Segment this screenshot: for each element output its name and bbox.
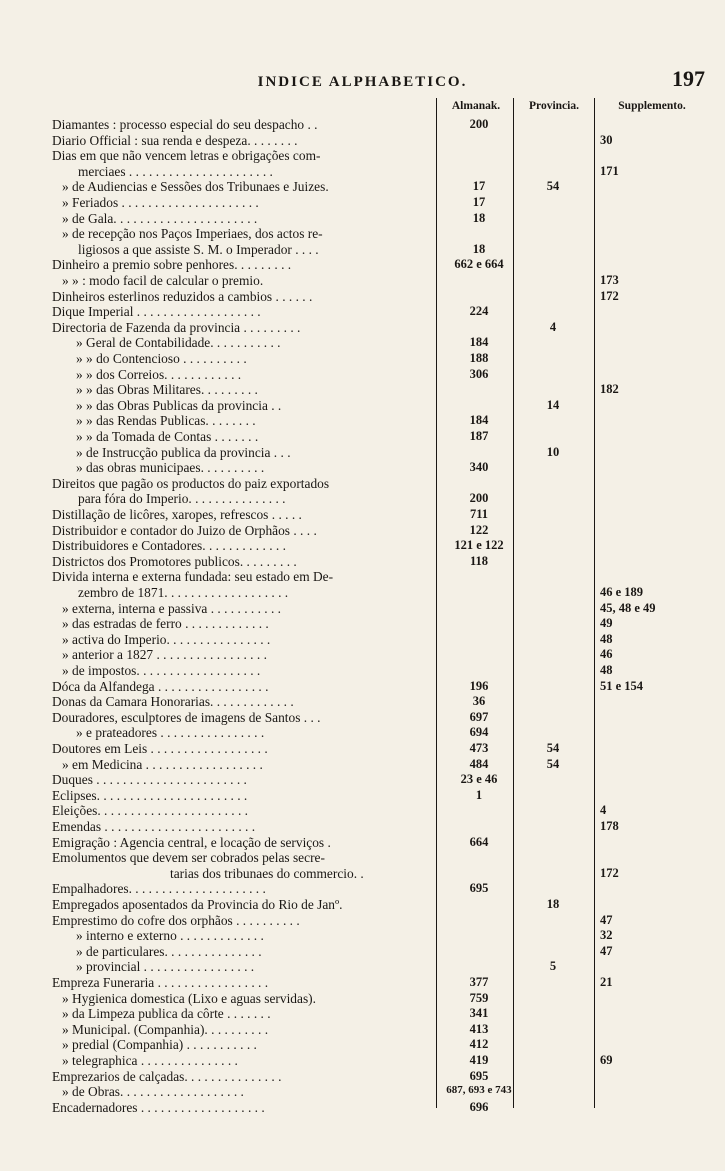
index-entry xyxy=(0,928,725,944)
entry-term: Dóca da Alfandega . . . . . . . . . . . . . . . . . xyxy=(52,678,269,694)
index-entry xyxy=(0,959,725,975)
index-entry xyxy=(0,351,725,367)
page-number: 197 xyxy=(672,66,705,91)
entry-page-almanak: 188 xyxy=(469,351,489,365)
entry-term: Donas da Camara Honorarias. . . . . . . . . . . . . xyxy=(52,694,294,710)
entry-page-supplemento: 46 xyxy=(600,647,613,662)
entry-page-almanak: 695 xyxy=(469,881,489,896)
entry-term: Encadernadores . . . . . . . . . . . . . . . . . . . xyxy=(52,1099,265,1115)
index-entry xyxy=(0,226,725,242)
entry-term: para fóra do Imperio. . . . . . . . . . . . . . . xyxy=(78,491,286,507)
entry-term: » anterior a 1827 . . . . . . . . . . . . . . . . . xyxy=(62,647,267,663)
entry-term: Distribuidor e contador do Juizo de Orphãos . . . . xyxy=(52,522,317,538)
index-entry xyxy=(0,429,725,445)
entry-page-supplemento: 46 e 189 xyxy=(600,585,644,599)
entry-page-provincia: 5 xyxy=(549,959,557,974)
entry-page-almanak: 118 xyxy=(469,553,489,568)
index-entry xyxy=(0,897,725,913)
entry-page-almanak: 36 xyxy=(472,694,486,709)
entry-page-almanak: 759 xyxy=(469,990,489,1005)
entry-term: » e prateadores . . . . . . . . . . . . . . . . xyxy=(76,725,265,741)
entry-term: » » da Tomada de Contas . . . . . . . xyxy=(76,429,259,444)
entry-term: » de Audiencias e Sessões dos Tribunaes e Juizes. xyxy=(62,179,329,195)
entry-page-almanak: 184 xyxy=(469,413,489,428)
entry-page-almanak: 196 xyxy=(469,678,489,693)
index-entry xyxy=(0,133,725,149)
entry-term: » da Limpeza publica da côrte . . . . . . . xyxy=(62,1006,271,1022)
entry-term: » externa, interna e passiva . . . . . . . . . . . xyxy=(62,600,282,616)
entry-page-almanak: 18 xyxy=(472,241,486,256)
entry-term: » predial (Companhia) . . . . . . . . . . . xyxy=(62,1037,257,1053)
entry-page-supplemento: 49 xyxy=(600,616,613,631)
column-header-provincia: Provincia. xyxy=(529,100,579,112)
index-entry xyxy=(0,554,725,570)
index-entry xyxy=(0,647,725,663)
entry-page-almanak: 340 xyxy=(469,460,489,475)
index-entry xyxy=(0,725,725,741)
entry-term: Doutores em Leis . . . . . . . . . . . . . . . . . . xyxy=(52,741,268,756)
entry-term: » interno e externo . . . . . . . . . . . . . xyxy=(76,928,264,944)
entry-page-almanak: 18 xyxy=(472,210,486,225)
entry-term: Douradores, esculptores de imagens de Santos . . . xyxy=(52,709,321,725)
entry-page-almanak: 17 xyxy=(472,179,486,194)
entry-page-provincia: 54 xyxy=(546,756,560,771)
index-entry xyxy=(0,710,725,726)
entry-page-almanak: 473 xyxy=(469,741,489,755)
entry-term: Emendas . . . . . . . . . . . . . . . . . . . . . . . xyxy=(52,819,256,834)
entry-term: Emprestimo do cofre dos orphãos . . . . . . . . . . xyxy=(52,912,300,928)
entry-page-almanak: 122 xyxy=(469,522,489,537)
entry-page-almanak: 697 xyxy=(469,709,489,724)
entry-term: » Hygienica domestica (Lixo e aguas servidas). xyxy=(62,990,316,1006)
entry-page-almanak: 306 xyxy=(469,366,489,381)
entry-page-almanak: 711 xyxy=(469,507,489,521)
index-entry xyxy=(0,866,725,882)
index-entry xyxy=(0,242,725,258)
index-entry xyxy=(0,320,725,336)
entry-term: » de impostos. . . . . . . . . . . . . . . . . . . xyxy=(62,663,261,678)
entry-term: Duques . . . . . . . . . . . . . . . . . . . . . . . xyxy=(52,772,247,788)
index-entry xyxy=(0,616,725,632)
index-entry xyxy=(0,991,725,1007)
entry-term: » » : modo facil de calcular o premio. xyxy=(62,273,264,288)
index-entry xyxy=(0,694,725,710)
index-entry xyxy=(0,491,725,507)
index-entry xyxy=(0,803,725,819)
entry-page-almanak: 694 xyxy=(469,725,489,740)
index-entry xyxy=(0,757,725,773)
entry-term: Diario Official : sua renda e despeza. . . . . . . . xyxy=(52,132,298,148)
column-header-almanak: Almanak. xyxy=(451,100,501,112)
index-entry xyxy=(0,944,725,960)
entry-page-supplemento: 171 xyxy=(600,163,619,178)
entry-term: tarias dos tribunaes do commercio. . xyxy=(170,865,364,881)
entry-term: » » dos Correios. . . . . . . . . . . . xyxy=(76,366,242,382)
index-entry xyxy=(0,507,725,523)
entry-term: » de recepção nos Paços Imperiaes, dos actos re- xyxy=(62,226,323,242)
entry-page-almanak: 121 e 122 xyxy=(454,538,504,553)
entry-page-almanak: 200 xyxy=(469,491,489,506)
entry-page-almanak: 23 e 46 xyxy=(460,772,498,787)
index-entry xyxy=(0,1053,725,1069)
index-entry xyxy=(0,211,725,227)
entry-page-supplemento: 173 xyxy=(600,273,619,287)
entry-page-almanak: 184 xyxy=(469,335,489,350)
index-entry xyxy=(0,538,725,554)
entry-term: Districtos dos Promotores publicos. . . . . . . . . xyxy=(52,553,297,569)
entry-term: Empalhadores. . . . . . . . . . . . . . . . . . . . . xyxy=(52,881,266,897)
entry-term: merciaes . . . . . . . . . . . . . . . . . . . . . . xyxy=(78,163,273,179)
index-entry xyxy=(0,257,725,273)
entry-term: Dique Imperial . . . . . . . . . . . . . . . . . . . xyxy=(52,304,261,320)
index-entry xyxy=(0,819,725,835)
index-entry xyxy=(0,1022,725,1038)
entry-page-provincia: 54 xyxy=(546,179,560,194)
entry-page-almanak: 696 xyxy=(469,1099,489,1114)
entry-page-provincia: 10 xyxy=(546,444,560,459)
entry-page-supplemento: 32 xyxy=(600,928,613,943)
index-entry xyxy=(0,164,725,180)
entry-term: Distillação de licôres, xaropes, refrescos . . . . . xyxy=(52,507,302,522)
entry-term: » em Medicina . . . . . . . . . . . . . . . . . . xyxy=(62,756,263,772)
index-entry xyxy=(0,195,725,211)
entry-term: » de particulares. . . . . . . . . . . . . . . xyxy=(76,943,262,959)
entry-page-almanak: 377 xyxy=(469,975,489,989)
entry-page-supplemento: 30 xyxy=(600,132,613,147)
index-entry xyxy=(0,881,725,897)
index-entry xyxy=(0,1037,725,1053)
entry-term: » » das Rendas Publicas. . . . . . . . xyxy=(76,413,256,429)
index-entry xyxy=(0,569,725,585)
entry-term: » » do Contencioso . . . . . . . . . . xyxy=(76,351,247,366)
entry-page-almanak: 224 xyxy=(469,304,489,319)
entry-term: Emigração : Agencia central, e locação de serviços . xyxy=(52,834,331,850)
entry-term: Emolumentos que devem ser cobrados pelas secre- xyxy=(52,850,325,866)
index-entry xyxy=(0,1006,725,1022)
entry-page-almanak: 187 xyxy=(469,429,489,443)
entry-term: Eleições. . . . . . . . . . . . . . . . . . . . . . . xyxy=(52,803,249,819)
entry-page-supplemento: 172 xyxy=(600,288,619,303)
entry-page-supplemento: 45, 48 e 49 xyxy=(600,600,656,615)
entry-page-almanak: 200 xyxy=(469,117,489,131)
entry-term: ligiosos a que assiste S. M. o Imperador . . . . xyxy=(78,241,319,257)
index-entry xyxy=(0,179,725,195)
entry-page-supplemento: 47 xyxy=(600,943,613,958)
entry-term: Dias em que não vencem letras e obrigações com- xyxy=(52,148,321,164)
entry-page-supplemento: 48 xyxy=(600,631,613,646)
column-header-supplemento: Supplemento. xyxy=(618,100,686,112)
entry-term: zembro de 1871. . . . . . . . . . . . . . . . . . . xyxy=(78,585,289,600)
index-entry xyxy=(0,788,725,804)
entry-page-supplemento: 21 xyxy=(600,975,613,989)
entry-term: » das estradas de ferro . . . . . . . . . . . . . xyxy=(62,616,269,632)
entry-page-supplemento: 178 xyxy=(600,819,619,833)
entry-page-provincia: 14 xyxy=(546,397,560,412)
entry-page-supplemento: 182 xyxy=(600,382,619,397)
entry-page-supplemento: 172 xyxy=(600,865,619,880)
entry-page-almanak: 341 xyxy=(469,1006,489,1021)
index-entry xyxy=(0,975,725,991)
index-entry xyxy=(0,117,725,133)
entry-term: » de Obras. . . . . . . . . . . . . . . . . . . xyxy=(62,1084,244,1100)
index-entry xyxy=(0,523,725,539)
entry-term: Diamantes : processo especial do seu despacho . . xyxy=(52,117,318,132)
index-entry xyxy=(0,632,725,648)
entry-page-almanak: 419 xyxy=(469,1053,489,1067)
entry-page-supplemento: 51 e 154 xyxy=(600,678,644,693)
entry-term: » de Gala. . . . . . . . . . . . . . . . . . . . . . xyxy=(62,210,258,226)
index-entry xyxy=(0,601,725,617)
entry-page-provincia: 4 xyxy=(549,319,557,334)
index-entry xyxy=(0,413,725,429)
index-entry xyxy=(0,850,725,866)
index-entry xyxy=(0,460,725,476)
entry-term: » de Instrucção publica da provincia . . . xyxy=(76,444,291,460)
index-entry xyxy=(0,289,725,305)
entry-page-supplemento: 69 xyxy=(600,1053,613,1067)
entry-page-supplemento: 48 xyxy=(600,663,613,677)
entry-page-provincia: 54 xyxy=(546,741,560,755)
entry-term: Dinheiros esterlinos reduzidos a cambios . . . . . . xyxy=(52,288,313,304)
index-entry xyxy=(0,772,725,788)
entry-term: Emprezarios de calçadas. . . . . . . . . . . . . . . xyxy=(52,1068,282,1084)
index-entry xyxy=(0,335,725,351)
entry-term: » » das Obras Militares. . . . . . . . . xyxy=(76,382,258,398)
index-entry xyxy=(0,835,725,851)
index-entry xyxy=(0,476,725,492)
entry-page-almanak: 484 xyxy=(469,756,489,771)
entry-page-almanak: 412 xyxy=(469,1037,489,1052)
index-entry xyxy=(0,445,725,461)
entry-page-almanak: 687, 693 e 743 xyxy=(446,1084,512,1097)
entry-term: Distribuidores e Contadores. . . . . . . . . . . . . xyxy=(52,538,286,554)
entry-term: » provincial . . . . . . . . . . . . . . . . . xyxy=(76,959,255,975)
index-entry xyxy=(0,148,725,164)
index-entry xyxy=(0,382,725,398)
entry-term: Empreza Funeraria . . . . . . . . . . . . . . . . . xyxy=(52,975,269,990)
index-entry xyxy=(0,367,725,383)
entry-page-provincia: 18 xyxy=(546,897,560,911)
entry-page-supplemento: 47 xyxy=(600,912,613,927)
entry-page-supplemento: 4 xyxy=(600,803,607,818)
index-entry xyxy=(0,913,725,929)
index-entry xyxy=(0,273,725,289)
entry-page-almanak: 664 xyxy=(469,834,489,849)
entry-term: » activa do Imperio. . . . . . . . . . . . . . . . xyxy=(62,631,271,647)
index-entry xyxy=(0,663,725,679)
index-entry xyxy=(0,398,725,414)
entry-term: Directoria de Fazenda da provincia . . . . . . . . . xyxy=(52,319,301,335)
entry-page-almanak: 1 xyxy=(475,787,483,802)
index-entry xyxy=(0,1084,725,1100)
entry-term: » Municipal. (Companhia). . . . . . . . . . xyxy=(62,1021,269,1037)
entry-page-almanak: 413 xyxy=(469,1021,489,1036)
entry-term: Empregados aposentados da Provincia do Rio de Janº. xyxy=(52,897,343,912)
entry-term: » » das Obras Publicas da provincia . . xyxy=(76,397,282,413)
index-entry xyxy=(0,585,725,601)
entry-term: Dinheiro a premio sobre penhores. . . . . . . . . xyxy=(52,257,292,273)
entry-term: » Feriados . . . . . . . . . . . . . . . . . . . . . xyxy=(62,195,259,210)
entry-page-almanak: 662 e 664 xyxy=(454,257,504,272)
entry-term: Eclipses. . . . . . . . . . . . . . . . . . . . . . . xyxy=(52,787,248,803)
entry-page-almanak: 695 xyxy=(469,1068,489,1083)
entry-page-almanak: 17 xyxy=(472,195,486,209)
page-title: INDICE ALPHABETICO. xyxy=(257,74,468,90)
index-entry xyxy=(0,304,725,320)
entry-term: Divida interna e externa fundada: seu estado em De- xyxy=(52,569,334,585)
entry-term: » telegraphica . . . . . . . . . . . . . . . xyxy=(62,1053,238,1068)
entry-term: » Geral de Contabilidade. . . . . . . . . . . xyxy=(76,335,281,351)
entry-term: » das obras municipaes. . . . . . . . . . xyxy=(76,460,265,476)
index-entry xyxy=(0,679,725,695)
index-entry xyxy=(0,741,725,757)
index-entry xyxy=(0,1069,725,1085)
entry-term: Direitos que pagão os productos do paiz exportados xyxy=(52,475,330,491)
index-entry xyxy=(0,1100,725,1116)
